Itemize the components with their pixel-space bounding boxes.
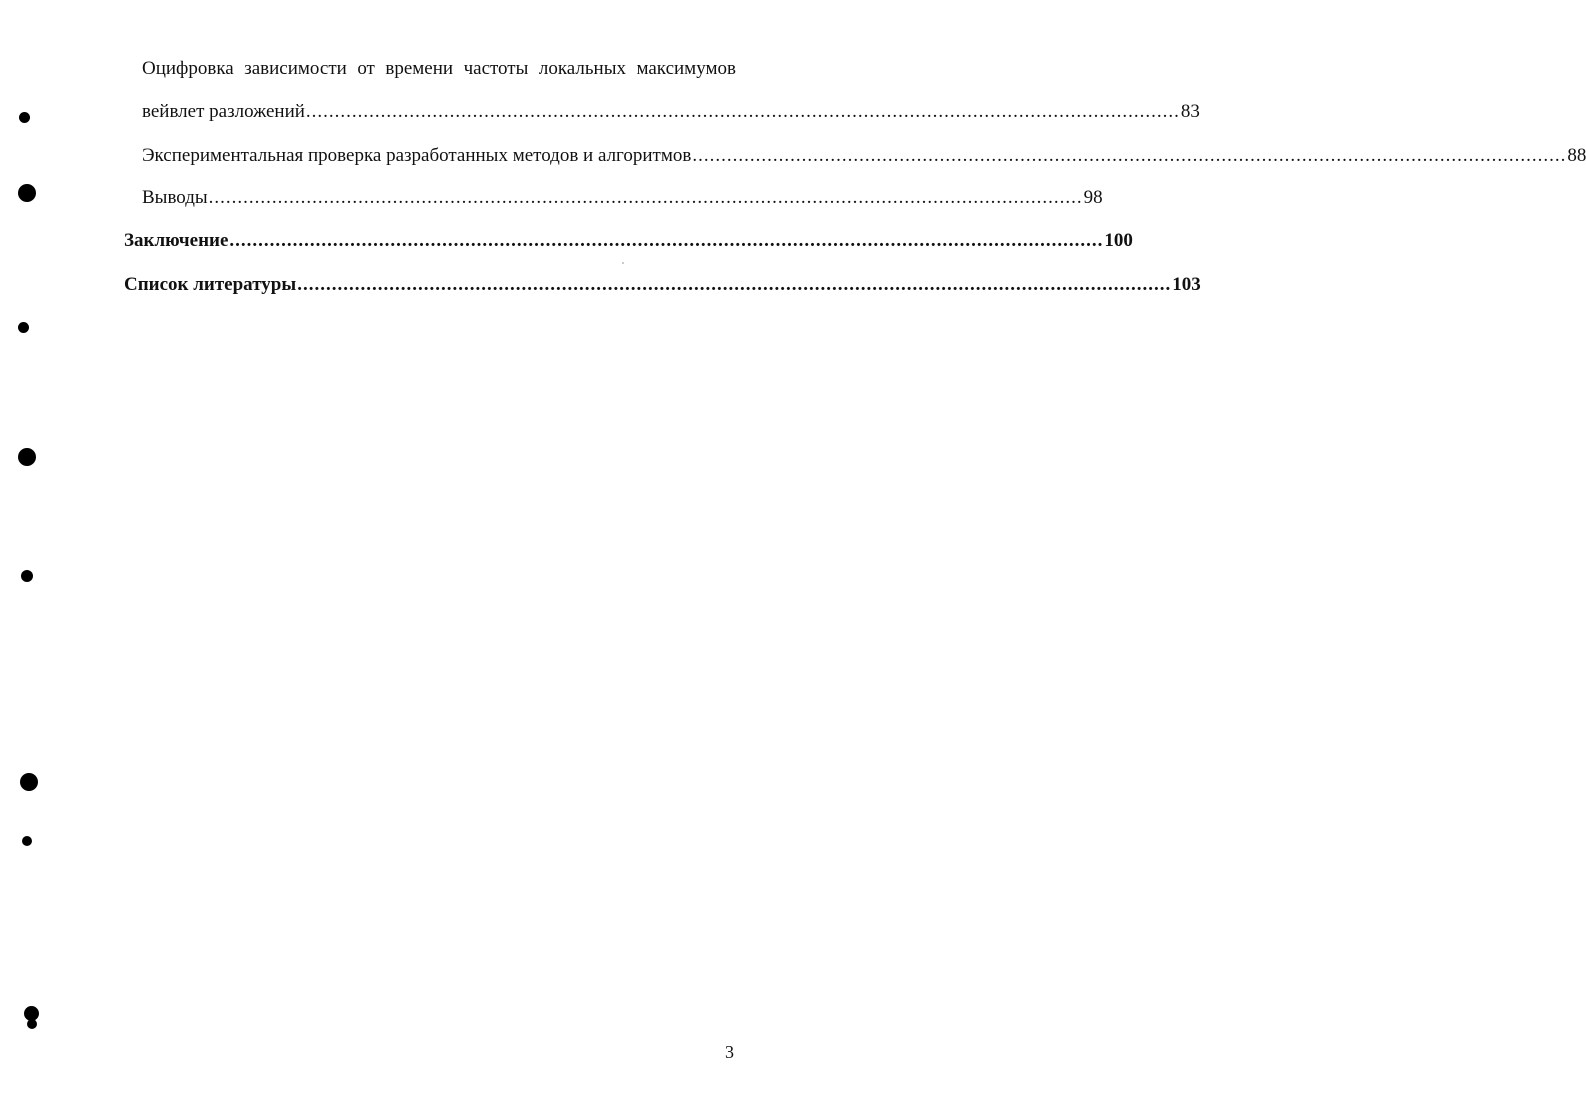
toc-word: Оцифровка (142, 58, 234, 79)
dot-leader: ........................................................................................................................................................ (208, 187, 1083, 208)
punch-hole (18, 448, 36, 466)
toc-entry-label: Список литературы (124, 274, 297, 295)
page-number: 3 (725, 1042, 734, 1062)
toc-entry-digitization-line2[interactable] (142, 101, 1200, 123)
punch-hole (18, 184, 36, 202)
toc-entry-experimental-verification[interactable] (142, 145, 1586, 167)
toc-page-number: 100 (1104, 230, 1133, 251)
toc-entry-label: Заключение (124, 230, 229, 251)
punch-hole (19, 112, 30, 123)
dot-leader: ........................................................................................................................................................ (692, 145, 1567, 166)
punch-hole (18, 322, 29, 333)
toc-page-number: 103 (1172, 274, 1201, 295)
toc-word: от (357, 58, 375, 79)
toc-entry-digitization-line1 (142, 58, 736, 80)
dot-leader: ........................................................................................................................................................ (305, 101, 1180, 122)
toc-word: максимумов (636, 58, 736, 79)
toc-entry-final-conclusion[interactable] (124, 230, 1133, 252)
dot-leader: ........................................................................................................................................................ (229, 230, 1104, 251)
punch-hole (27, 1019, 37, 1029)
toc-page-number: 83 (1180, 101, 1200, 122)
punch-hole (20, 773, 38, 791)
toc-entry-label: Экспериментальная проверка разработанных методов и алгоритмов (142, 145, 692, 166)
dot-leader: ........................................................................................................................................................ (297, 274, 1172, 295)
toc-entry-label: Выводы (142, 187, 208, 208)
punch-hole (22, 836, 32, 846)
toc-entry-label: вейвлет разложений (142, 101, 305, 122)
scan-speck (622, 262, 624, 264)
punch-hole (21, 570, 33, 582)
toc-entry-references[interactable] (124, 274, 1201, 296)
toc-entry-conclusions[interactable] (142, 187, 1103, 209)
toc-word: зависимости (244, 58, 347, 79)
toc-word: локальных (538, 58, 626, 79)
toc-word: частоты (463, 58, 529, 79)
toc-page-number: 88 (1567, 145, 1586, 166)
toc-page-number: 98 (1083, 187, 1103, 208)
toc-word: времени (385, 58, 454, 79)
